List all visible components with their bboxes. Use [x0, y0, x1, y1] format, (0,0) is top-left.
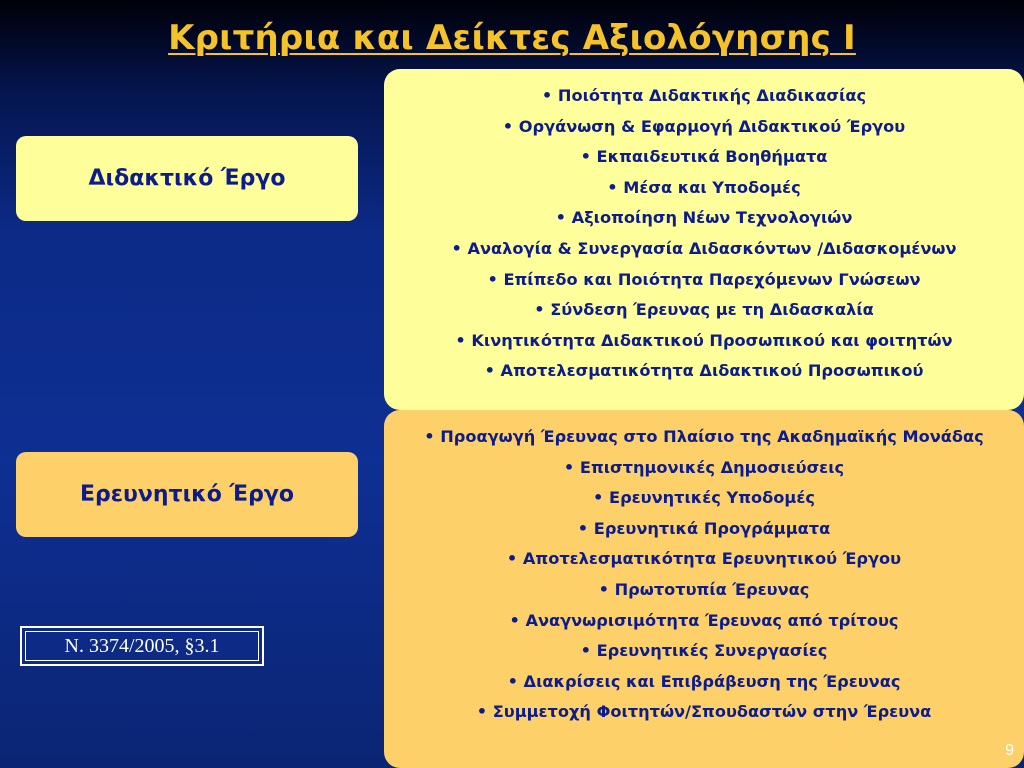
- list-item: • Ερευνητικά Προγράμματα: [398, 514, 1010, 545]
- law-reference-text: Ν. 3374/2005, §3.1: [64, 634, 220, 657]
- page-number: 9: [1005, 742, 1014, 759]
- teaching-criteria-box: [384, 69, 1024, 410]
- list-item: • Διακρίσεις και Επιβράβευση της Έρευνας: [398, 667, 1010, 698]
- research-label: Ερευνητικό Έργο: [80, 482, 294, 507]
- list-item: • Επίπεδο και Ποιότητα Παρεχόμενων Γνώσεων: [398, 265, 1010, 296]
- teaching-label-box: [16, 136, 358, 221]
- list-item: • Πρωτοτυπία Έρευνας: [398, 575, 1010, 606]
- list-item: • Αναλογία & Συνεργασία Διδασκόντων /Διδασκομένων: [398, 234, 1010, 265]
- list-item: • Ποιότητα Διδακτικής Διαδικασίας: [398, 81, 1010, 112]
- list-item: • Κινητικότητα Διδακτικού Προσωπικού και φοιτητών: [398, 326, 1010, 357]
- list-item: • Εκπαιδευτικά Βοηθήματα: [398, 142, 1010, 173]
- research-label-box: [16, 452, 358, 537]
- law-reference-box: [20, 626, 264, 666]
- list-item: • Μέσα και Υποδομές: [398, 173, 1010, 204]
- slide-title: Κριτήρια και Δείκτες Αξιολόγησης Ι: [168, 18, 856, 58]
- list-item: • Οργάνωση & Εφαρμογή Διδακτικού Έργου: [398, 112, 1010, 143]
- teaching-criteria-list: [398, 81, 1010, 387]
- list-item: • Επιστημονικές Δημοσιεύσεις: [398, 453, 1010, 484]
- list-item: • Συμμετοχή Φοιτητών/Σπουδαστών στην Έρευνα: [398, 697, 1010, 728]
- list-item: • Ερευνητικές Συνεργασίες: [398, 636, 1010, 667]
- teaching-label: Διδακτικό Έργο: [88, 166, 286, 191]
- list-item: • Σύνδεση Έρευνας με τη Διδασκαλία: [398, 295, 1010, 326]
- list-item: • Αποτελεσματικότητα Ερευνητικού Έργου: [398, 544, 1010, 575]
- list-item: • Αναγνωρισιμότητα Έρευνας από τρίτους: [398, 606, 1010, 637]
- research-criteria-list: [398, 422, 1010, 728]
- list-item: • Αξιοποίηση Νέων Τεχνολογιών: [398, 203, 1010, 234]
- list-item: • Προαγωγή Έρευνας στο Πλαίσιο της Ακαδημαϊκής Μονάδας: [398, 422, 1010, 453]
- research-criteria-box: [384, 410, 1024, 768]
- list-item: • Αποτελεσματικότητα Διδακτικού Προσωπικού: [398, 356, 1010, 387]
- list-item: • Ερευνητικές Υποδομές: [398, 483, 1010, 514]
